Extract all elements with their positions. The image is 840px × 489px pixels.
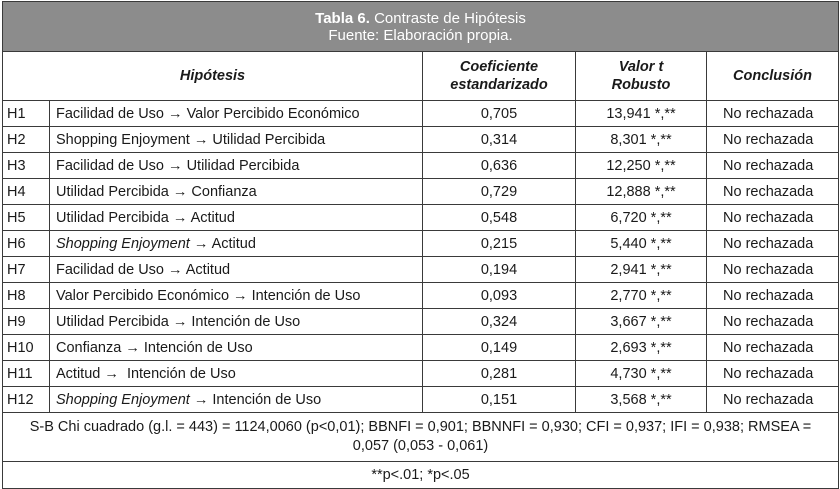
fit-stats-row [3, 413, 839, 462]
conclusion-value: No rechazada [707, 361, 839, 387]
coefficient-value: 0,636 [423, 153, 576, 179]
table-source: Fuente: Elaboración propia. [328, 27, 513, 44]
hypothesis-post: Intención de Uso [126, 365, 236, 382]
coefficient-value: 0,729 [423, 179, 576, 205]
table-row [3, 335, 839, 361]
hypothesis-relation [50, 179, 423, 205]
table-row [3, 153, 839, 179]
hypothesis-table-container [2, 1, 838, 489]
header-coefficient-line2: estandarizado [450, 77, 548, 93]
hypothesis-pre: Utilidad Percibida [56, 313, 169, 330]
hypothesis-arrow: → [229, 287, 252, 304]
coefficient-value: 0,281 [423, 361, 576, 387]
coefficient-value: 0,324 [423, 309, 576, 335]
t-value: 13,941 *,** [576, 101, 707, 127]
t-value: 5,440 *,** [576, 231, 707, 257]
hypothesis-pre-italic: Shopping Enjoyment [56, 391, 190, 408]
hypothesis-relation [50, 335, 423, 361]
hypothesis-relation [50, 257, 423, 283]
hypothesis-id: H4 [3, 179, 50, 205]
hypothesis-id: H7 [3, 257, 50, 283]
coefficient-value: 0,215 [423, 231, 576, 257]
conclusion-value: No rechazada [707, 205, 839, 231]
hypothesis-relation [50, 153, 423, 179]
t-value: 4,730 *,** [576, 361, 707, 387]
header-t-value [576, 52, 707, 101]
conclusion-value: No rechazada [707, 231, 839, 257]
hypothesis-id: H5 [3, 205, 50, 231]
hypothesis-id: H3 [3, 153, 50, 179]
table-title: Contraste de Hipótesis [374, 10, 526, 27]
table-row [3, 309, 839, 335]
hypothesis-relation [50, 101, 423, 127]
hypothesis-pre-italic: Shopping Enjoyment [56, 235, 190, 252]
hypothesis-post: Intención de Uso [212, 391, 322, 408]
hypothesis-pre: Confianza [56, 339, 122, 356]
hypothesis-rows [3, 101, 839, 413]
hypothesis-arrow: → [164, 105, 187, 122]
hypothesis-arrow: → [168, 183, 192, 200]
hypothesis-arrow: → [189, 235, 212, 252]
table-row [3, 257, 839, 283]
hypothesis-post: Intención de Uso [251, 287, 361, 304]
hypothesis-relation [50, 309, 423, 335]
t-value: 8,301 *,** [576, 127, 707, 153]
hypothesis-post: Intención de Uso [191, 313, 301, 330]
t-value: 3,667 *,** [576, 309, 707, 335]
t-value: 2,693 *,** [576, 335, 707, 361]
conclusion-value: No rechazada [707, 179, 839, 205]
coefficient-value: 0,705 [423, 101, 576, 127]
hypothesis-arrow: → [121, 339, 144, 356]
table-row [3, 127, 839, 153]
hypothesis-pre: Shopping Enjoyment [56, 131, 190, 148]
hypothesis-id: H6 [3, 231, 50, 257]
table-row [3, 283, 839, 309]
table-row [3, 205, 839, 231]
hypothesis-id: H10 [3, 335, 50, 361]
header-coefficient [423, 52, 576, 101]
header-t-value-line1: Valor t [618, 59, 664, 75]
hypothesis-pre: Utilidad Percibida [56, 209, 169, 226]
hypothesis-post: Actitud [211, 235, 256, 252]
table-caption [3, 2, 839, 52]
hypothesis-arrow: → [100, 365, 127, 382]
t-value: 12,250 *,** [576, 153, 707, 179]
header-hypothesis: Hipótesis [3, 52, 423, 101]
header-conclusion: Conclusión [707, 52, 839, 101]
hypothesis-id: H2 [3, 127, 50, 153]
hypothesis-id: H9 [3, 309, 50, 335]
table-row [3, 387, 839, 413]
table-number: Tabla 6. [315, 10, 370, 27]
coefficient-value: 0,194 [423, 257, 576, 283]
coefficient-value: 0,093 [423, 283, 576, 309]
coefficient-value: 0,548 [423, 205, 576, 231]
hypothesis-pre: Utilidad Percibida [56, 183, 169, 200]
hypothesis-id: H11 [3, 361, 50, 387]
t-value: 2,770 *,** [576, 283, 707, 309]
header-coefficient-line1: Coeficiente [459, 59, 539, 75]
coefficient-value: 0,314 [423, 127, 576, 153]
hypothesis-post: Intención de Uso [143, 339, 253, 356]
t-value: 2,941 *,** [576, 257, 707, 283]
hypothesis-id: H8 [3, 283, 50, 309]
hypothesis-arrow: → [164, 261, 186, 278]
conclusion-value: No rechazada [707, 387, 839, 413]
conclusion-value: No rechazada [707, 257, 839, 283]
table-row [3, 179, 839, 205]
table-caption-row [3, 2, 839, 52]
table-row [3, 361, 839, 387]
hypothesis-relation [50, 231, 423, 257]
significance-row [3, 462, 839, 489]
table-row [3, 101, 839, 127]
hypothesis-pre: Facilidad de Uso [56, 105, 164, 122]
hypothesis-pre: Facilidad de Uso [56, 157, 164, 174]
hypothesis-id: H12 [3, 387, 50, 413]
hypothesis-arrow: → [164, 157, 187, 174]
coefficient-value: 0,151 [423, 387, 576, 413]
conclusion-value: No rechazada [707, 101, 839, 127]
t-value: 3,568 *,** [576, 387, 707, 413]
conclusion-value: No rechazada [707, 283, 839, 309]
hypothesis-relation [50, 283, 423, 309]
table-row [3, 231, 839, 257]
hypothesis-relation [50, 127, 423, 153]
hypothesis-post: Valor Percibido Económico [186, 105, 360, 122]
hypothesis-relation [50, 205, 423, 231]
hypothesis-arrow: → [168, 313, 192, 330]
conclusion-value: No rechazada [707, 127, 839, 153]
hypothesis-arrow: → [189, 391, 213, 408]
header-t-value-line2: Robusto [611, 77, 671, 93]
conclusion-value: No rechazada [707, 153, 839, 179]
fit-stats: S-B Chi cuadrado (g.l. = 443) = 1124,0060 (p<0,01); BBNFI = 0,901; BBNNFI = 0,930; CFI = 0,937; IFI = 0,938; RMSEA = 0,057 (0,053 - 0,061) [3, 413, 839, 462]
coefficient-value: 0,149 [423, 335, 576, 361]
hypothesis-arrow: → [168, 209, 191, 226]
hypothesis-table [2, 1, 839, 489]
hypothesis-arrow: → [189, 131, 213, 148]
hypothesis-post: Confianza [191, 183, 257, 200]
conclusion-value: No rechazada [707, 309, 839, 335]
t-value: 12,888 *,** [576, 179, 707, 205]
conclusion-value: No rechazada [707, 335, 839, 361]
hypothesis-post: Utilidad Percibida [212, 131, 326, 148]
hypothesis-post: Utilidad Percibida [186, 157, 300, 174]
column-header-row [3, 52, 839, 101]
hypothesis-relation [50, 387, 423, 413]
hypothesis-post: Actitud [185, 261, 231, 278]
hypothesis-post: Actitud [190, 209, 235, 226]
hypothesis-id: H1 [3, 101, 50, 127]
hypothesis-relation [50, 361, 423, 387]
t-value: 6,720 *,** [576, 205, 707, 231]
hypothesis-pre: Actitud [56, 365, 101, 382]
significance-note: **p<.01; *p<.05 [3, 462, 839, 489]
hypothesis-pre: Facilidad de Uso [56, 261, 164, 278]
hypothesis-pre: Valor Percibido Económico [56, 287, 230, 304]
